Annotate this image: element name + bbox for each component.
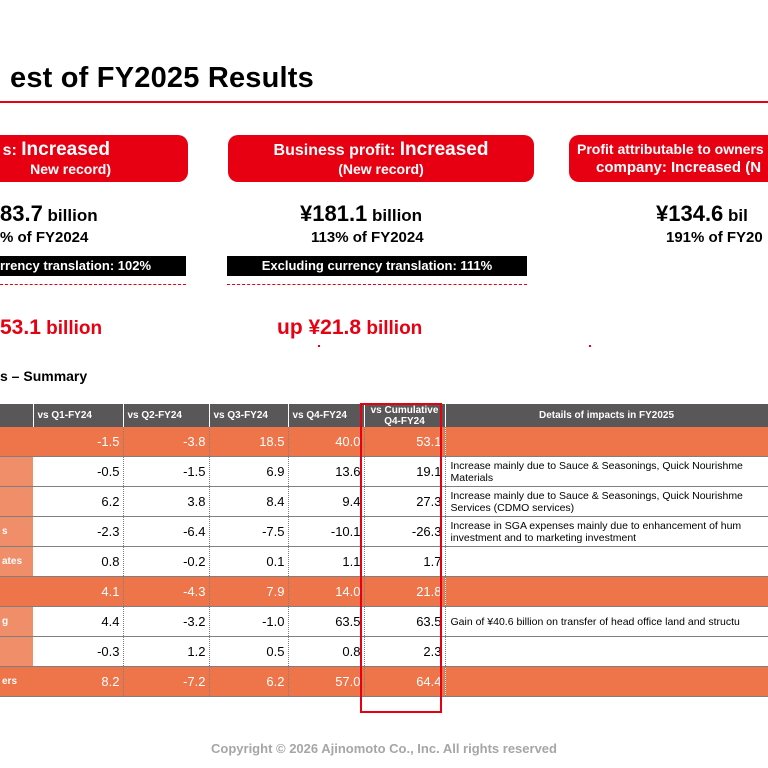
card-business-profit-amount: ¥181.1 billion: [300, 201, 423, 226]
row-detail: [445, 577, 768, 607]
table-cell: 9.4: [288, 487, 364, 517]
table-row: [0, 637, 768, 667]
table-cell: 0.1: [209, 547, 288, 577]
table-cell: 4.1: [33, 577, 123, 607]
row-detail: [445, 637, 768, 667]
table-header: Details of impacts in FY2025: [445, 404, 768, 427]
row-detail: Increase mainly due to Sauce & Seasonings, Quick Nourishme Materials: [445, 457, 768, 487]
table-cell: 2.3: [364, 637, 445, 667]
table-cell: 14.0: [288, 577, 364, 607]
card-revenue-amount: 83.7 billion: [0, 201, 98, 226]
table-cell: -0.3: [33, 637, 123, 667]
table-header: vs Q1-FY24: [33, 404, 123, 427]
card-net-profit-pct: 191% of FY20: [666, 229, 763, 246]
title-divider: [0, 101, 768, 103]
table-row: [0, 607, 768, 637]
table-header-row: [0, 404, 768, 427]
table-cell: 27.3: [364, 487, 445, 517]
table-cell: 8.4: [209, 487, 288, 517]
table-cell: 1.2: [123, 637, 209, 667]
table-cell: 63.5: [288, 607, 364, 637]
red-mark: [318, 345, 320, 347]
table-cell: 8.2: [33, 667, 123, 697]
row-label: [0, 487, 33, 517]
table-cell: -3.8: [123, 427, 209, 457]
row-label: [0, 637, 33, 667]
table-cell: 13.6: [288, 457, 364, 487]
table-cell: -1.0: [209, 607, 288, 637]
table-cell: 64.4: [364, 667, 445, 697]
table-cell: -6.4: [123, 517, 209, 547]
table-cell: 0.5: [209, 637, 288, 667]
card-revenue-change: 53.1 billion: [0, 316, 103, 339]
table-cell: 40.0: [288, 427, 364, 457]
row-detail: [445, 547, 768, 577]
table-cell: -0.5: [33, 457, 123, 487]
table-cell: -7.2: [123, 667, 209, 697]
table-cell: -1.5: [123, 457, 209, 487]
row-label: ers: [0, 667, 33, 697]
table-cell: 3.8: [123, 487, 209, 517]
table-header-label: [0, 404, 33, 427]
row-label: s: [0, 517, 33, 547]
card-net-profit-header: Profit attributable to owners company: Increased (N: [569, 135, 768, 182]
card-revenue-fx-bar: rrency translation: 102%: [0, 256, 186, 276]
card-business-profit-header: Business profit: Increased (New record): [228, 135, 534, 182]
table-cell: 21.8: [364, 577, 445, 607]
table-row: [0, 547, 768, 577]
table-cell: -4.3: [123, 577, 209, 607]
table-row: [0, 577, 768, 607]
row-label: [0, 457, 33, 487]
row-detail: [445, 427, 768, 457]
red-mark: [589, 345, 591, 347]
table-cell: 6.2: [33, 487, 123, 517]
results-summary-table: [0, 404, 768, 697]
table-cell: -7.5: [209, 517, 288, 547]
table-cell: -3.2: [123, 607, 209, 637]
row-detail: Increase mainly due to Sauce & Seasonings, Quick Nourishme Services (CDMO services): [445, 487, 768, 517]
table-cell: 1.7: [364, 547, 445, 577]
page-title: est of FY2025 Results: [10, 62, 314, 94]
card-business-profit-divider: [227, 284, 527, 285]
summary-title: s – Summary: [0, 368, 88, 384]
table-cell: 6.2: [209, 667, 288, 697]
row-label: [0, 577, 33, 607]
copyright: Copyright © 2026 Ajinomoto Co., Inc. All rights reserved: [211, 741, 557, 756]
table-cell: -10.1: [288, 517, 364, 547]
card-business-profit-pct: 113% of FY2024: [311, 229, 424, 246]
table-cell: -26.3: [364, 517, 445, 547]
table-cell: -0.2: [123, 547, 209, 577]
table-cell: 63.5: [364, 607, 445, 637]
table-row: [0, 487, 768, 517]
table-header: vs Q2-FY24: [123, 404, 209, 427]
table-row: [0, 457, 768, 487]
table-cell: -1.5: [33, 427, 123, 457]
card-business-profit-fx-bar: Excluding currency translation: 111%: [227, 256, 527, 276]
row-label: [0, 427, 33, 457]
row-label: ates: [0, 547, 33, 577]
table-header: vs Q4-FY24: [288, 404, 364, 427]
table-header: vs Cumulative Q4-FY24: [364, 404, 445, 427]
card-net-profit-amount: ¥134.6 bil: [656, 201, 748, 226]
table-cell: 53.1: [364, 427, 445, 457]
row-detail: Increase in SGA expenses mainly due to enhancement of hum investment and to marketing investment: [445, 517, 768, 547]
card-revenue-pct: % of FY2024: [0, 229, 89, 246]
card-business-profit-change: up ¥21.8 billion: [277, 316, 423, 339]
table-row: [0, 427, 768, 457]
table-cell: 57.0: [288, 667, 364, 697]
table-cell: 6.9: [209, 457, 288, 487]
row-label: g: [0, 607, 33, 637]
table-header: vs Q3-FY24: [209, 404, 288, 427]
table-cell: 0.8: [33, 547, 123, 577]
row-detail: [445, 667, 768, 697]
card-revenue-divider: [0, 284, 186, 285]
table-row: [0, 667, 768, 697]
row-detail: Gain of ¥40.6 billion on transfer of head office land and structu: [445, 607, 768, 637]
table-cell: 7.9: [209, 577, 288, 607]
table-cell: 19.1: [364, 457, 445, 487]
table-cell: 0.8: [288, 637, 364, 667]
card-revenue-header: s: Increased New record): [0, 135, 188, 182]
table-cell: 1.1: [288, 547, 364, 577]
table-cell: 18.5: [209, 427, 288, 457]
table-cell: -2.3: [33, 517, 123, 547]
table-cell: 4.4: [33, 607, 123, 637]
table-row: [0, 517, 768, 547]
